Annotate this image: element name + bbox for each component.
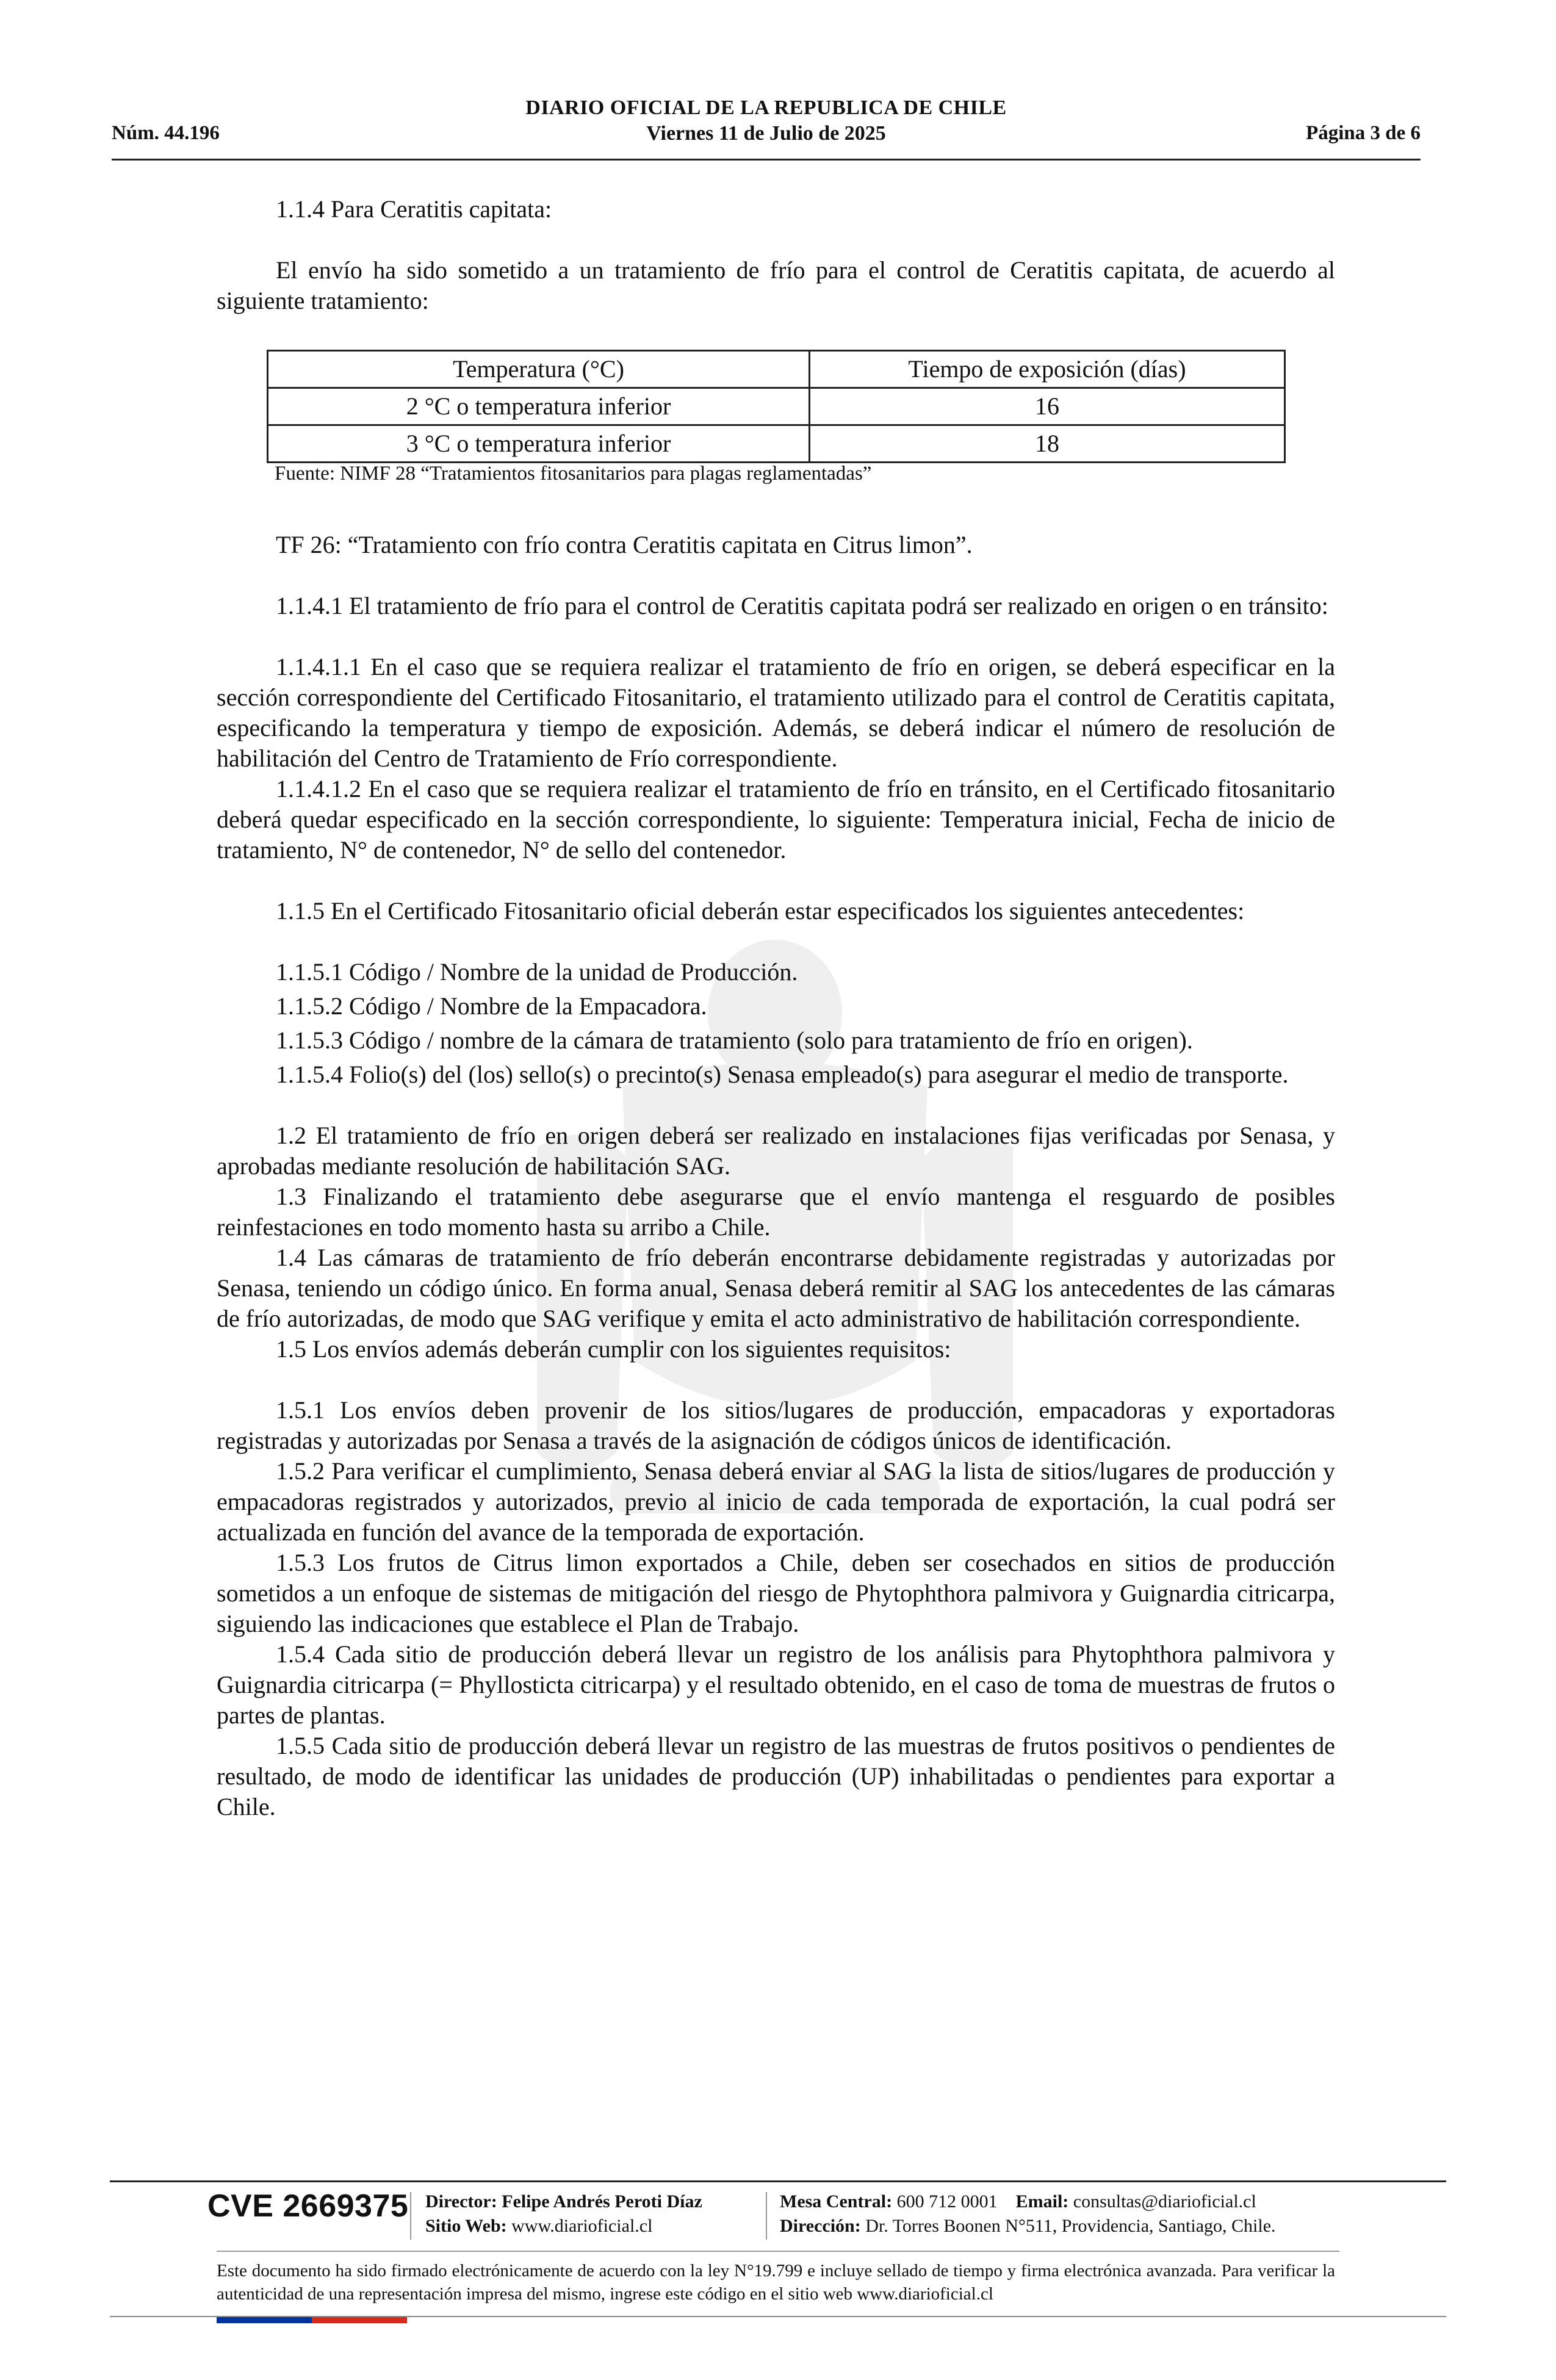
table-header: Tiempo de exposición (días) bbox=[810, 351, 1285, 388]
table-cell: 3 °C o temperatura inferior bbox=[268, 425, 810, 463]
mesa-phone: 600 712 0001 bbox=[896, 2191, 998, 2212]
paragraph-152: 1.5.2 Para verificar el cumplimiento, Senasa deberá enviar al SAG la lista de sitios/lugares de producción y empacadoras registrados y autorizados, previo al inicio de cada temporada de exportación, la cual podrá ser actualizada en función del avance de la temporada de exportación. bbox=[217, 1457, 1335, 1546]
director-name: Felipe Andrés Peroti Díaz bbox=[502, 2191, 702, 2212]
paragraph-tf26: TF 26: “Tratamiento con frío contra Ceratitis capitata en Citrus limon”. bbox=[276, 531, 973, 558]
email-label: Email: bbox=[1015, 2191, 1069, 2212]
paragraph-151: 1.5.1 Los envíos deben provenir de los sitios/lugares de producción, empacadoras y exportadoras registradas y autorizadas por Senasa a través de la asignación de códigos únicos de identificación. bbox=[217, 1396, 1335, 1454]
page-number: Página 3 de 6 bbox=[1306, 122, 1421, 144]
paragraph-12: 1.2 El tratamiento de frío en origen deberá ser realizado en instalaciones fijas verificadas por Senasa, y aprobadas mediante resolución de habilitación SAG. bbox=[217, 1122, 1335, 1180]
issue-number: Núm. 44.196 bbox=[112, 122, 220, 144]
intro-paragraph: El envío ha sido sometido a un tratamiento de frío para el control de Ceratitis capitata, de acuerdo al siguiente tratamiento: bbox=[217, 256, 1335, 314]
footer-separator bbox=[766, 2192, 767, 2240]
newspaper-title: DIARIO OFICIAL DE LA REPUBLICA DE CHILE bbox=[525, 96, 1007, 119]
paragraph-1141: 1.1.4.1 El tratamiento de frío para el control de Ceratitis capitata podrá ser realizado en origen o en tránsito: bbox=[276, 592, 1328, 619]
table-row bbox=[268, 425, 1285, 463]
footer-contact-block bbox=[780, 2190, 1276, 2238]
paragraph-1152: 1.1.5.2 Código / Nombre de la Empacadora. bbox=[276, 992, 707, 1020]
flag-blue-segment bbox=[217, 2317, 312, 2323]
mesa-label: Mesa Central: bbox=[780, 2191, 893, 2212]
address: Dr. Torres Boonen N°511, Providencia, Santiago, Chile. bbox=[865, 2216, 1276, 2236]
paragraph-153: 1.5.3 Los frutos de Citrus limon exportados a Chile, deben ser cosechados en sitios de producción sometidos a un enfoque de sistemas de mitigación del riesgo de Phytophthora palmivora y Guignardia citricarpa, siguiendo las indicaciones que establece el Plan de Trabajo. bbox=[217, 1549, 1335, 1637]
paragraph-11411: 1.1.4.1.1 En el caso que se requiera realizar el tratamiento de frío en origen, se deberá especificar en la sección correspondiente del Certificado Fitosanitario, el tratamiento utilizado para el control de Ceratitis capitata, especificando la temperatura y tiempo de exposición. Además, se deberá indicar el número de resolución de habilitación del Centro de Tratamiento de Frío correspondiente. bbox=[217, 653, 1335, 772]
footer-separator bbox=[410, 2192, 411, 2240]
cve-code: CVE 2669375 bbox=[207, 2188, 409, 2224]
paragraph-1151: 1.1.5.1 Código / Nombre de la unidad de Producción. bbox=[276, 958, 798, 986]
director-label: Director: bbox=[425, 2191, 497, 2212]
section-title: 1.1.4 Para Ceratitis capitata: bbox=[276, 195, 552, 223]
table-row bbox=[268, 388, 1285, 425]
paragraph-14: 1.4 Las cámaras de tratamiento de frío deberán encontrarse debidamente registradas y autorizadas por Senasa, teniendo un código único. En forma anual, Senasa deberá remitir al SAG los antecedentes de las cámaras de frío autorizadas, de modo que SAG verifique y emita el acto administrativo de habilitación correspondiente. bbox=[217, 1244, 1335, 1332]
address-label: Dirección: bbox=[780, 2216, 861, 2236]
paragraph-13: 1.3 Finalizando el tratamiento debe asegurarse que el envío mantenga el resguardo de posibles reinfestaciones en todo momento hasta su arribo a Chile. bbox=[217, 1183, 1335, 1241]
table-cell: 16 bbox=[810, 388, 1285, 425]
treatment-table bbox=[267, 350, 1286, 463]
paragraph-115: 1.1.5 En el Certificado Fitosanitario oficial deberán estar especificados los siguientes antecedentes: bbox=[276, 897, 1245, 925]
table-cell: 2 °C o temperatura inferior bbox=[268, 388, 810, 425]
paragraph-15: 1.5 Los envíos además deberán cumplir con los siguientes requisitos: bbox=[276, 1335, 951, 1363]
web-link[interactable]: www.diarioficial.cl bbox=[511, 2216, 653, 2236]
intro-block bbox=[217, 194, 1335, 316]
footer-divider-mid bbox=[217, 2251, 1339, 2252]
paragraph-155: 1.5.5 Cada sitio de producción deberá llevar un registro de las muestras de frutos positivos o pendientes de resultado, de modo de identificar las unidades de producción (UP) inhabilitadas o pendientes para exportar a Chile. bbox=[217, 1732, 1335, 1820]
table-cell: 18 bbox=[810, 425, 1285, 463]
legal-notice: Este documento ha sido firmado electrónicamente de acuerdo con la ley N°19.799 e incluye sellado de tiempo y firma electrónica avanzada. Para verificar la autenticidad de una representación impresa del mismo, ingrese este código en el sitio web www.diarioficial.cl bbox=[217, 2261, 1335, 2304]
flag-stripe bbox=[217, 2317, 407, 2323]
table-source: Fuente: NIMF 28 “Tratamientos fitosanitarios para plagas reglamentadas” bbox=[275, 463, 872, 485]
table-header: Temperatura (°C) bbox=[268, 351, 810, 388]
table-header-row bbox=[268, 351, 1285, 388]
web-label: Sitio Web: bbox=[425, 2216, 507, 2236]
body-text bbox=[217, 530, 1335, 1822]
paragraph-1154: 1.1.5.4 Folio(s) del (los) sello(s) o precinto(s) Senasa empleado(s) para asegurar el medio de transporte. bbox=[276, 1061, 1289, 1088]
paragraph-1153: 1.1.5.3 Código / nombre de la cámara de tratamiento (solo para tratamiento de frío en origen). bbox=[276, 1026, 1193, 1054]
paragraph-11412: 1.1.4.1.2 En el caso que se requiera realizar el tratamiento de frío en tránsito, en el Certificado fitosanitario deberá quedar especificado en la sección correspondiente, lo siguiente: Temperatura inicial, Fecha de inicio de tratamiento, N° de contenedor, N° de sello del contenedor. bbox=[217, 775, 1335, 864]
issue-date: Viernes 11 de Julio de 2025 bbox=[646, 122, 886, 145]
footer-director-block bbox=[425, 2190, 702, 2238]
flag-red-segment bbox=[312, 2317, 407, 2323]
paragraph-154: 1.5.4 Cada sitio de producción deberá llevar un registro de los análisis para Phytophthora palmivora y Guignardia citricarpa (= Phyllosticta citricarpa) y el resultado obtenido, en el caso de toma de muestras de frutos o partes de plantas. bbox=[217, 1640, 1335, 1729]
email-link[interactable]: consultas@diarioficial.cl bbox=[1073, 2191, 1256, 2212]
page-header bbox=[112, 92, 1421, 160]
footer-divider-top bbox=[110, 2180, 1446, 2182]
